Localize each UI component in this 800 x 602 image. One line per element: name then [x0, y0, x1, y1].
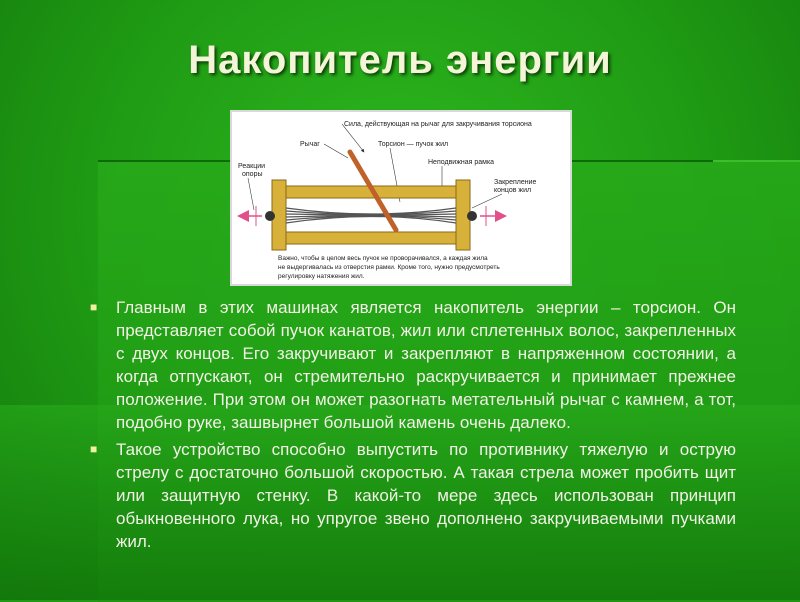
label-lever: Рычаг — [300, 141, 320, 148]
left-fixing-knob — [265, 211, 275, 221]
frame-bottom-beam — [278, 232, 464, 244]
label-force: Сила, действующая на рычаг для закручивания торсиона — [344, 121, 532, 128]
bullet-text-2: Такое устройство способно выпустить по противнику тяжелую и острую стрелу с достаточно большой скоростью. А такая стрела может пробить щит или защитную стенку. В какой-то мере здесь использован принцип обыкновенного лука, но упругое звено дополнено закручиваемыми пучками жил. — [116, 440, 736, 551]
bullet-item-1 — [88, 296, 736, 434]
slide-title: Накопитель энергии — [188, 38, 612, 82]
label-fixing-2: концов жил — [494, 187, 532, 194]
label-reactions-1: Реакции — [238, 163, 266, 170]
label-reactions-2: опоры — [242, 171, 263, 178]
torsion-bundle — [286, 208, 456, 223]
caption-line-2: не выдергивалась из отверстия рамки. Кроме того, нужно предусмотреть — [278, 264, 500, 271]
label-torsion: Торсион — пучок жил — [378, 141, 449, 148]
bullet-text-1: Главным в этих машинах является накопитель энергии – торсион. Он представляет собой пучок канатов, жил или сплетенных волос, закрепленных с двух концов. Его закручивают и закрепляют в напряженном состоянии, а когда отпускают, он стремительно раскручивается и принимает прежнее положение. При этом он может разогнать метательный рычаг с камнем, а тот, подобно руке, зашвырнет большой камень очень далеко. — [116, 298, 736, 432]
bullet-list — [88, 296, 736, 557]
right-fixing-knob — [467, 211, 477, 221]
bullet-item-2 — [88, 438, 736, 553]
caption-line-3: регулировку натяжения жил. — [278, 273, 365, 280]
bullet-marker-icon: ■ — [90, 442, 98, 456]
caption-line-1: Важно, чтобы в целом весь пучок не проворачивался, а каждая жила — [278, 255, 488, 262]
label-fixing-1: Закрепление — [494, 179, 537, 186]
torsion-diagram — [230, 110, 572, 286]
torsion-diagram-svg — [232, 112, 570, 284]
label-frame: Неподвижная рамка — [428, 159, 495, 166]
bullet-marker-icon: ■ — [90, 300, 98, 314]
